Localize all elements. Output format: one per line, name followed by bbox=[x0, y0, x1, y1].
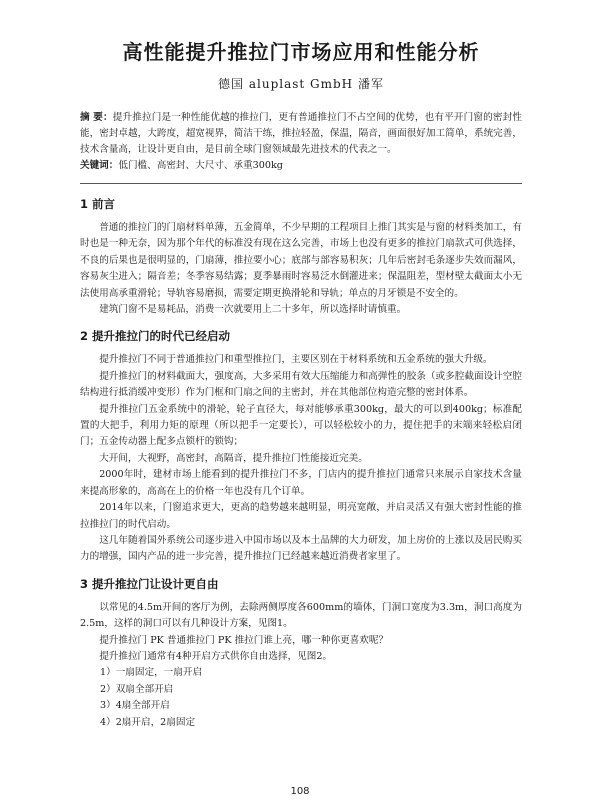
paragraph: 提升推拉门五金系统中的滑轮，轮子直径大，每对能够承重300kg，最大的可以到400kg；标准配置的大把手，利用力矩的原理（所以把手一定要长），可以轻松较小的力，提住把手的末端来轻松启闭门；五金传动器上配多点锁杆的锁钩； bbox=[80, 403, 522, 448]
paragraph: 以常见的4.5m开间的客厅为例，去除两侧厚度各600mm的墙体，门洞口宽度为3.3m，洞口高度为2.5m，这样的洞口可以有几种设计方案，见图1。 bbox=[80, 601, 522, 630]
abstract bbox=[80, 110, 522, 158]
list-item: 2）双扇全部开启 bbox=[100, 683, 174, 695]
paper-title: 高性能提升推拉门市场应用和性能分析 bbox=[122, 40, 480, 64]
keywords-text: 低门槛、高密封、大尺寸、承重300kg bbox=[118, 160, 283, 171]
paragraph: 提升推拉门通常有4种开启方式供你自由选择，见图2。 bbox=[99, 650, 333, 662]
section-era bbox=[80, 328, 522, 565]
paragraph: 2000年时，建材市场上能看到的提升推拉门不多，门店内的提升推拉门通常只来展示自家技术含量来提高形象的，高高在上的价格一年也没有几个订单。 bbox=[80, 469, 522, 497]
abstract-label: 摘 要： bbox=[80, 112, 113, 123]
page-number: 108 bbox=[290, 786, 310, 797]
list-item: 4）2扇开启，2扇固定 bbox=[100, 716, 196, 728]
keywords-label: 关键词： bbox=[80, 160, 119, 171]
author-line: 德国 aluplast GmbH 潘军 bbox=[218, 77, 384, 91]
paragraph: 提升推拉门的材料截面大，强度高，大多采用有效大压缩能力和高弹性的胶条（或多腔截面设计空腔结构进行抵消缓冲变形）作为门框和门扇之间的主密封，并在其他部位构造完整的密封体系。 bbox=[80, 370, 522, 399]
section-intro bbox=[80, 196, 522, 318]
abstract-text: 提升推拉门是一种性能优越的推拉门，更有普通推拉门不占空间的优势，也有平开门窗的密封性能，密封卓越，大跨度，超宽视界，简洁干练，推拉轻盈，保温，隔音，画面很好加工简单，系统完善，技术含量高，让设计更自由，是目前全球门窗领域最先进技术的代表之一。 bbox=[80, 112, 523, 155]
paragraph: 建筑门窗不是易耗品，消费一次就要用上二十多年，所以选择时请慎重。 bbox=[99, 304, 407, 316]
list-item: 3）4扇全部开启 bbox=[100, 700, 170, 712]
paragraph: 2014年以来，门窗追求更大，更高的趋势越来越明显，明亮宽敞，并启灵活又有强大密封性能的推拉推拉门的时代启动。 bbox=[80, 502, 522, 530]
paragraph: 大开间，大视野，高密封，高隔音，提升推拉门性能接近完美。 bbox=[99, 452, 368, 464]
section-heading: 3 提升推拉门让设计更自由 bbox=[80, 576, 219, 591]
paragraph: 普通的推拉门的门扇材料单薄，五金简单，不少早期的工程项目上推门其实是与窗的材料类加工，有时也是一种无奈，因为那个年代的标准没有现在这么完善，市场上也没有更多的推拉门扇款式可供选择，不良的后果也是很明显的，门扇薄，推拉要小心；底部与部容易积灰；几年后密封毛条逐步失效而漏风，容易灰尘进入；隔音差；冬季容易结露；夏季暴雨时容易泛水倒灌进来；保温阻差，型材壁太截面太小无法使用高承重滑轮；导轨容易磨损，需要定期更换滑轮和导轨；单点的月牙锁是不安全的。 bbox=[80, 222, 522, 299]
section-design bbox=[80, 576, 522, 731]
section-heading: 1 前言 bbox=[80, 197, 116, 211]
abstract-divider bbox=[80, 183, 522, 184]
list-item: 1）一扇固定，一扇开启 bbox=[100, 667, 203, 679]
section-heading: 2 提升推拉门的时代已经启动 bbox=[80, 329, 231, 344]
paragraph: 提升推拉门 PK 普通推拉门 PK 推拉门谁上亮，哪一种你更喜欢呢？ bbox=[99, 634, 389, 646]
paragraph: 提升推拉门不同于普通推拉门和重型推拉门，主要区别在于材料系统和五金系统的强大升级。 bbox=[99, 354, 493, 366]
keywords bbox=[80, 158, 522, 174]
paragraph: 这几年随着国外系统公司逐步进入中国市场以及本土品牌的大力研发，加上房价的上涨以及居民购买力的增强，国内产品的进一步完善，提升推拉门已经越来越近消费者家里了。 bbox=[80, 534, 522, 563]
